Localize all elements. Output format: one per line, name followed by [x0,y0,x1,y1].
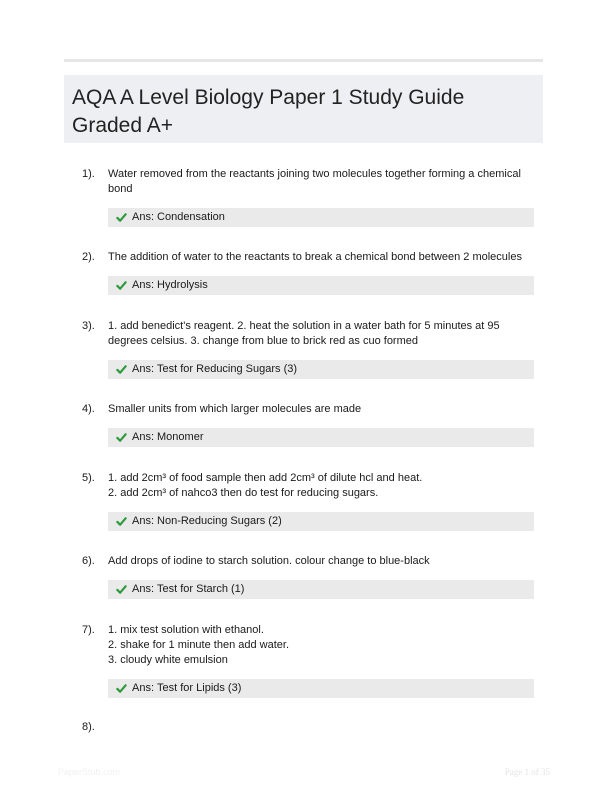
question-text: 1. add benedict's reagent. 2. heat the solution in a water bath for 5 minutes at 95 degrees celsius. 3. change from blue to brick red as cuo formed [108,320,500,347]
answer-text: Condensation [157,211,225,223]
question-text: Water removed from the reactants joining two molecules together forming a chemical bond [108,168,521,195]
question-number: 5). [82,472,95,484]
answer-text: Test for Starch (1) [157,583,245,595]
question-number: 2). [82,251,95,263]
check-icon [116,584,127,595]
check-icon [116,364,127,375]
answer-prefix: Ans: [132,363,155,375]
answer-box [108,276,534,295]
answer-prefix: Ans: [132,211,155,223]
footer-site: PaperStub.com [58,767,121,777]
answer-text: Hydrolysis [157,279,208,291]
question-number: 7). [82,624,95,636]
question-line: 2. shake for 1 minute then add water. [108,639,290,651]
answer-prefix: Ans: [132,279,155,291]
top-rule [64,59,543,62]
question-line: 2. add 2cm³ of nahco3 then do test for reducing sugars. [108,487,379,499]
question-text [108,623,534,668]
footer-page-number: Page 1 of 35 [504,767,550,777]
question-text [108,471,534,501]
answer-box [108,360,534,379]
question-number: 8). [82,721,95,733]
answer-prefix: Ans: [132,515,155,527]
document-title: AQA A Level Biology Paper 1 Study Guide Graded A+ [72,86,465,137]
answer-box [108,580,534,599]
question-line: 3. cloudy white emulsion [108,654,228,666]
answer-prefix: Ans: [132,431,155,443]
answer-box [108,208,534,227]
question-line: 1. add 2cm³ of food sample then add 2cm³ of dilute hcl and heat. [108,472,423,484]
question-number: 3). [82,320,95,332]
question-number: 6). [82,555,95,567]
question-text: The addition of water to the reactants to break a chemical bond between 2 molecules [108,251,522,263]
check-icon [116,683,127,694]
question-number: 1). [82,168,95,180]
question-line: 1. mix test solution with ethanol. [108,624,264,636]
answer-box [108,512,534,531]
answer-prefix: Ans: [132,583,155,595]
question-number: 4). [82,403,95,415]
check-icon [116,212,127,223]
answer-text: Non-Reducing Sugars (2) [157,515,282,527]
title-box [64,75,543,143]
answer-prefix: Ans: [132,682,155,694]
question-text: Smaller units from which larger molecules are made [108,403,362,415]
answer-text: Monomer [157,431,204,443]
question-text: Add drops of iodine to starch solution. colour change to blue-black [108,555,430,567]
answer-box [108,428,534,447]
check-icon [116,516,127,527]
check-icon [116,432,127,443]
answer-text: Test for Reducing Sugars (3) [157,363,298,375]
check-icon [116,280,127,291]
answer-box [108,679,534,698]
answer-text: Test for Lipids (3) [157,682,242,694]
